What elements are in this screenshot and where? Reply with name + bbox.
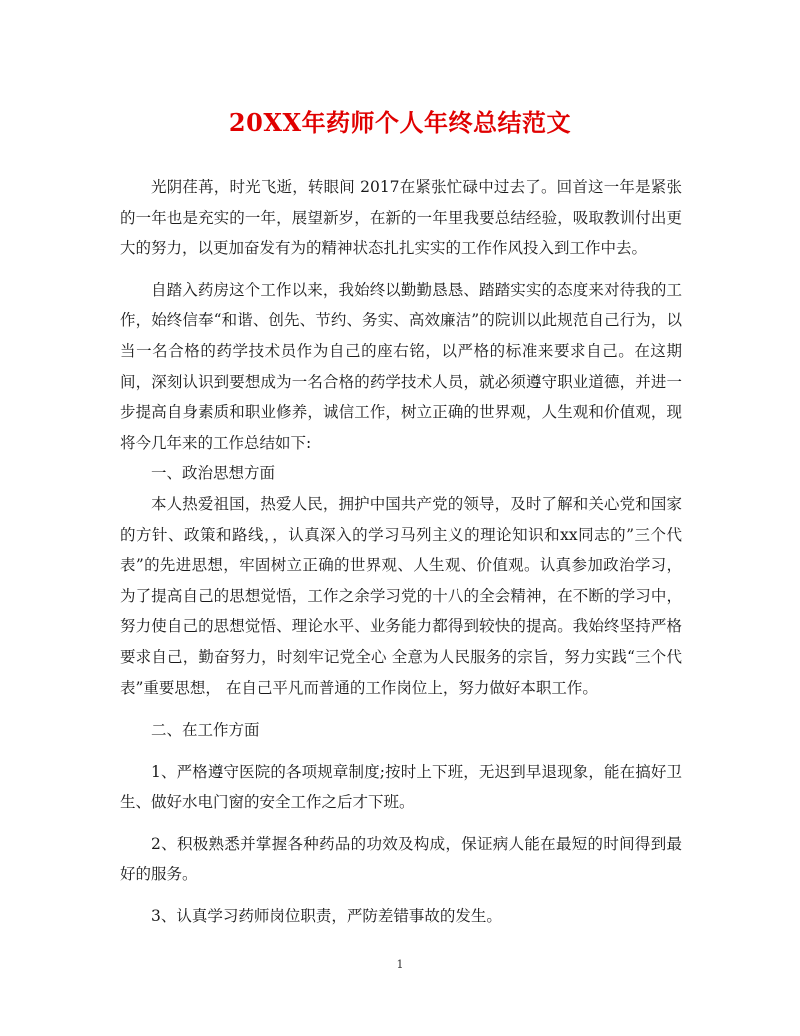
political-paragraph: 本人热爱祖国，热爱人民，拥护中国共产党的领导，及时了解和关心党和国家的方针、政策和路线，，认真深入的学习马列主义的理论知识和xx同志的”三个代表”的先进思想，牢固树立正确的世界观、人生观、价值观。认真参加政治学习，为了提高自己的思想觉悟，工作之余学习党的十八的全会精神，在不断的学习中，努力使自己的思想觉悟、理论水平、业务能力都得到较快的提高。我始终坚持严格要求自己，勤奋努力，时刻牢记党全心 全意为人民服务的宗旨，努力实践“三个代表”重要思想， 在自己平凡而普通的工作岗位上，努力做好本职工作。 — [120, 494, 682, 697]
work-attitude-paragraph: 自踏入药房这个工作以来，我始终以勤勤恳恳、踏踏实实的态度来对待我的工作，始终信奉“和谐、创先、节约、务实、高效廉洁”的院训以此规范自己行为，以当一名合格的药学技术员作为自己的座右铭，以严格的标准来要求自己。在这期间，深刻认识到要想成为一名合格的药学技术人员，就必须遵守职业道德，并进一步提高自身素质和职业修养，诚信工作，树立正确的世界观，人生观和价值观，现将今几年来的工作总结如下: — [120, 280, 682, 452]
document-body — [120, 172, 682, 932]
work-item-2: 2、积极熟悉并掌握各种药品的功效及构成，保证病人能在最短的时间得到最好的服务。 — [120, 834, 682, 884]
work-item-3: 3、认真学习药师岗位职责，严防差错事故的发生。 — [151, 907, 502, 926]
page-number: 1 — [396, 958, 404, 971]
intro-paragraph: 光阴荏苒，时光飞逝，转眼间 2017在紧张忙碌中过去了。回首这一年是紧张的一年也是充实的一年，展望新岁，在新的一年里我要总结经验，吸取教训付出更大的努力，以更加奋发有为的精神状态扎扎实实的工作作风投入到工作中去。 — [120, 178, 682, 258]
section-heading-political: 一、政治思想方面 — [151, 464, 276, 483]
work-item-1: 1、严格遵守医院的各项规章制度;按时上下班，无迟到早退现象，能在搞好卫生、做好水电门窗的安全工作之后才下班。 — [120, 762, 682, 812]
section-heading-work: 二、在工作方面 — [151, 721, 260, 740]
page-title: 20XX年药师个人年终总结范文 — [228, 108, 572, 137]
